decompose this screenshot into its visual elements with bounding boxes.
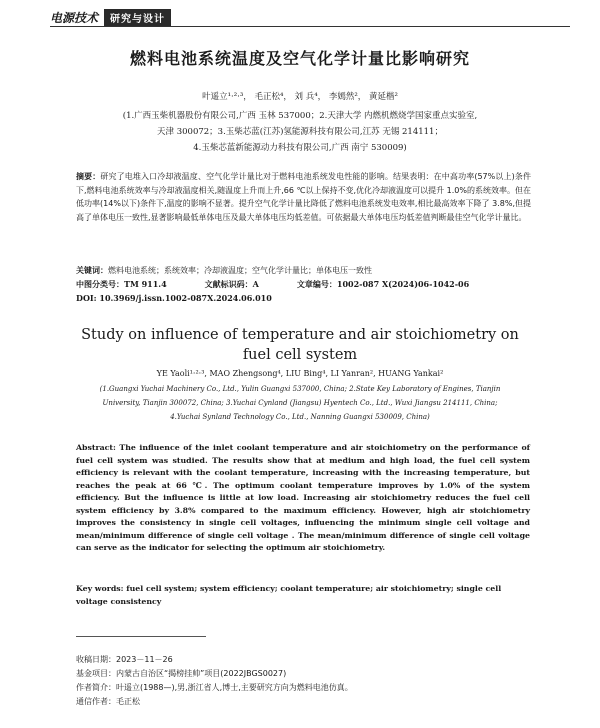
article-number: 文章编号：1002-087 X(2024)06-1042-06 <box>296 279 470 289</box>
cn-authors: 叶遥立¹·²·³， 毛正松⁴， 刘 兵⁴， 李嫣然²， 黄延楷² <box>202 92 398 102</box>
en-affiliation-line: 4.Yuchai Synland Technology Co., Ltd., Nanning Guangxi 530009, China) <box>170 413 430 421</box>
en-keywords-text: fuel cell system; system efficiency; coolant temperature; air stoichiometry; single cell voltage consistency <box>76 584 502 606</box>
document-code: 文献标识码：A <box>204 279 259 289</box>
cn-abstract <box>76 170 531 224</box>
cn-keywords <box>76 265 372 276</box>
en-title-line: Study on influence of temperature and air stoichiometry on <box>81 327 519 343</box>
footnote-rule <box>76 636 206 637</box>
section-tag: 研究与设计 <box>104 9 171 26</box>
en-abstract-text: The influence of the inlet coolant temperature and air stoichiometry on the performance of fuel cell system was studied. The results show that at medium and high load, the fuel cell system efficiency is relevant with the coolant temperature, increasing with the increasing temperature, but reaches the peak at 66 ℃. The optimum coolant temperature improves by 1.0% of the system efficiency. But the influence is little at low load. Increasing air stoichiometry reduces the fuel cell system efficiency by 3.8% compared to the maximum efficiency. However, high air stoichiometry improves the consistency in single cell voltages, influencing the minimum single cell voltage and mean/minimum difference of single cell voltage . The mean/minimum difference of single cell voltage can serve as the indicator for selecting the optimum air stoichiometry. <box>76 443 530 552</box>
en-abstract <box>76 442 530 555</box>
doi: DOI: 10.3969/j.issn.1002-087X.2024.06.010 <box>76 293 272 303</box>
classification-row <box>76 279 469 290</box>
journal-brand: 电源技术 <box>50 10 99 25</box>
journal-header <box>50 8 171 26</box>
doi-row <box>76 293 272 303</box>
en-keywords-label: Key words: <box>76 584 124 593</box>
cn-keywords-label: 关键词： <box>76 266 108 275</box>
cn-affiliation-line: 4.玉柴芯蓝新能源动力科技有限公司,广西 南宁 530009) <box>193 143 407 153</box>
en-authors: YE Yaoli¹·²·³, MAO Zhengsong⁴, LIU Bing⁴, LI Yanran², HUANG Yankai² <box>156 369 444 378</box>
footnote-funding: 基金项目：内蒙古自治区“揭榜挂帅”项目(2022JBGS0027) <box>76 669 287 678</box>
cn-affiliation-line: (1.广西玉柴机器股份有限公司,广西 玉林 537000；2.天津大学 内燃机燃烧学国家重点实验室, <box>122 111 478 121</box>
clc-number: 中图分类号：TM 911.4 <box>76 279 167 289</box>
footnote-corresponding: 通信作者：毛正松 <box>76 697 140 706</box>
cn-keywords-text: 燃料电池系统；系统效率；冷却液温度；空气化学计量比；单体电压一致性 <box>108 266 372 275</box>
en-affiliation-line: University, Tianjin 300072, China; 3.Yuchai Cynland (Jiangsu) Hyentech Co., Ltd., Wuxi Jiangsu 214111, China; <box>102 399 498 407</box>
en-abstract-label: Abstract: <box>76 443 116 452</box>
cn-title: 燃料电池系统温度及空气化学计量比影响研究 <box>129 49 470 68</box>
cn-affiliation-line: 天津 300072；3.玉柴芯蓝(江苏)氢能源科技有限公司,江苏 无锡 214111； <box>157 127 443 137</box>
header-rule <box>50 26 570 27</box>
en-keywords <box>76 583 530 608</box>
footnote-author-bio: 作者简介：叶遥立(1988—),男,浙江省人,博士,主要研究方向为燃料电池仿真。 <box>76 683 353 692</box>
en-affiliation-line: (1.Guangxi Yuchai Machinery Co., Ltd., Yulin Guangxi 537000, China; 2.State Key Laboratory of Engines, Tianjin <box>99 385 501 393</box>
cn-abstract-label: 摘要： <box>76 172 101 181</box>
en-title-line: fuel cell system <box>242 347 358 363</box>
cn-abstract-text: 研究了电堆入口冷却液温度、空气化学计量比对于燃料电池系统发电性能的影响。结果表明：在中高功率(57%以上)条件下,燃料电池系统效率与冷却液温度相关,随温度上升而上升,66 ℃以上保持不变,优化冷却液温度可以提升 1.0%的系统效率。但在低功率(14%以下)条件下,温度的影响不显著。提升空气化学计量比降低了燃料电池系统发电效率,相比最高效率下降了 3.8%,但提高了单体电压一致性,显著影响最低单体电压及最大单体电压均低差值。可依据最大单体电压均低差值判断最佳空气化学计量比。 <box>76 172 531 222</box>
footnote-received: 收稿日期：2023－11－26 <box>76 655 173 664</box>
